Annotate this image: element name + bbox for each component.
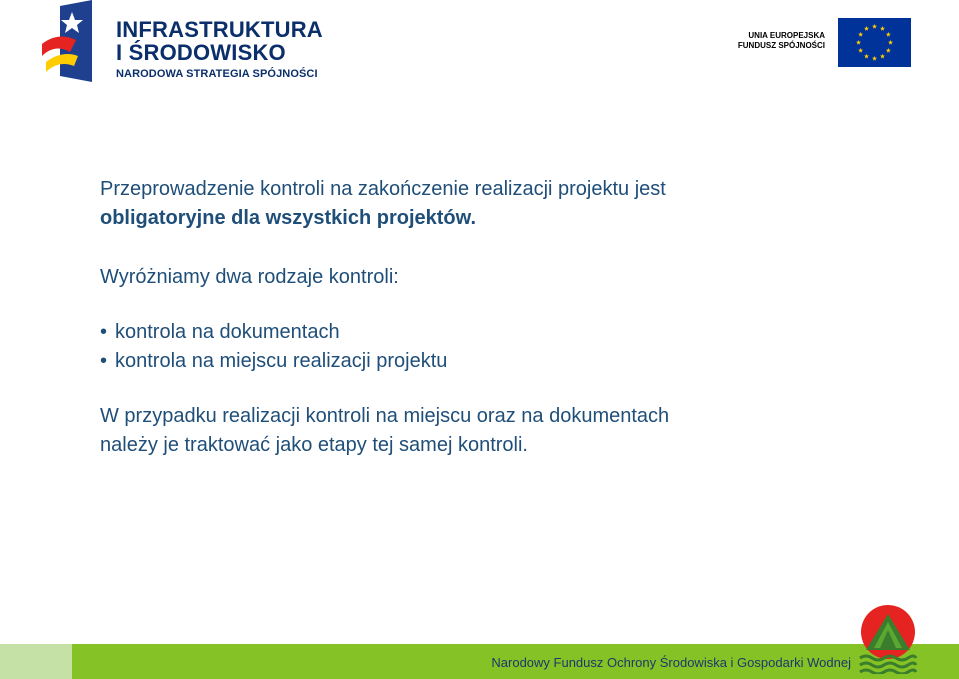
slide-footer	[0, 644, 959, 679]
nss-flag-icon	[42, 0, 112, 86]
types-heading: Wyróżniamy dwa rodzaje kontroli:	[100, 266, 399, 288]
eu-logo	[711, 18, 911, 68]
eu-label	[738, 31, 825, 51]
nfosigw-logo-icon	[858, 604, 918, 674]
logo-text	[116, 18, 323, 80]
eu-line2: FUNDUSZ SPÓJNOŚCI	[737, 41, 825, 50]
closing-line2: należy je traktować jako etapy tej samej kontroli.	[100, 434, 528, 456]
slide-content	[100, 175, 860, 460]
bullet-dot-icon: •	[100, 321, 108, 343]
eu-line1: UNIA EUROPEJSKA	[748, 31, 825, 40]
footer-accent	[0, 644, 72, 679]
eu-flag-icon	[838, 18, 911, 67]
bullet-item	[100, 318, 860, 347]
intro-line1: Przeprowadzenie kontroli na zakończenie realizacji projektu jest	[100, 178, 666, 200]
logo-line2: I ŚRODOWISKO	[116, 40, 286, 65]
bullet-text: kontrola na miejscu realizacji projektu	[115, 350, 448, 372]
logo-line1: INFRASTRUKTURA	[116, 17, 323, 42]
infrastruktura-logo	[42, 0, 323, 90]
logo-line3: NARODOWA STRATEGIA SPÓJNOŚCI	[116, 68, 318, 80]
closing-line1: W przypadku realizacji kontroli na miejscu oraz na dokumentach	[100, 405, 670, 427]
slide-header	[0, 0, 959, 100]
bullet-item	[100, 347, 860, 376]
intro-line2-bold: obligatoryjne dla wszystkich projektów.	[100, 207, 477, 229]
bullet-dot-icon: •	[100, 350, 108, 372]
footer-text: Narodowy Fundusz Ochrony Środowiska i Gospodarki Wodnej	[491, 655, 851, 670]
bullet-text: kontrola na dokumentach	[115, 321, 340, 343]
